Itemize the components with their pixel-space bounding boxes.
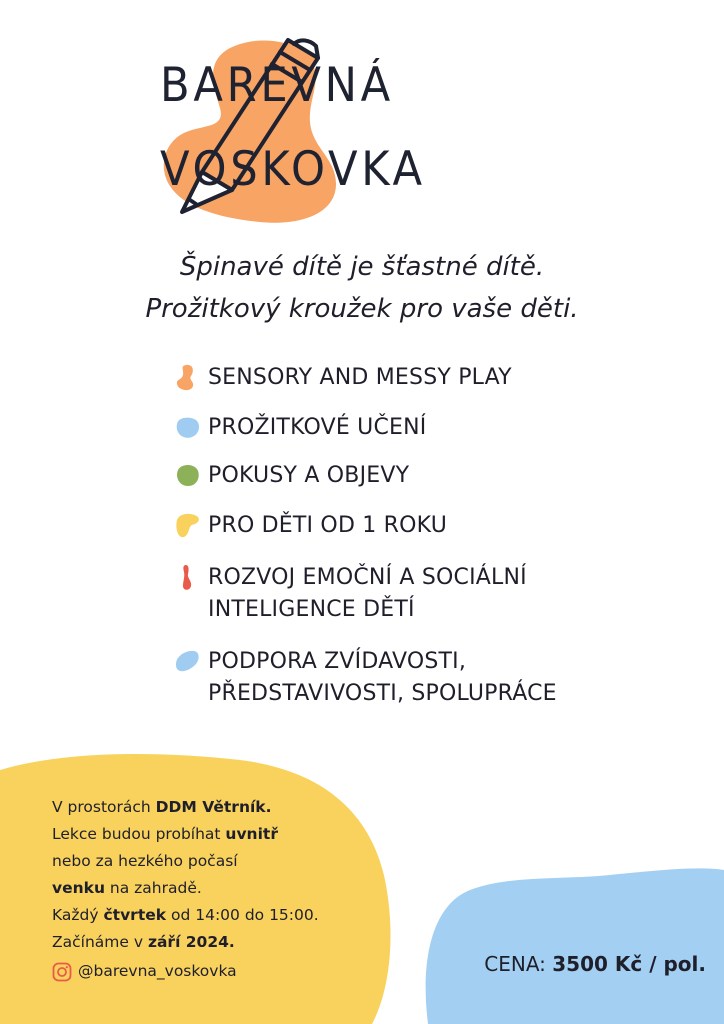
feature-text: PODPORA ZVÍDAVOSTI, PŘEDSTAVIVOSTI, SPOLUPRÁCE (208, 649, 557, 706)
blue-blob-icon (172, 412, 202, 442)
lightblue-blob-icon (172, 646, 202, 676)
price-value: 3500 Kč / pol. (552, 952, 706, 976)
info-line-garden: venku na zahradě. (52, 879, 202, 897)
yellow-blob-icon (172, 510, 202, 540)
feature-text: PRO DĚTI OD 1 ROKU (208, 513, 448, 538)
feature-item (172, 460, 409, 492)
info-line-inside: Lekce budou probíhat uvnitř (52, 825, 278, 843)
tagline-line1: Špinavé dítě je šťastné dítě. (179, 252, 545, 282)
info-line-location: V prostorách DDM Větrník. (52, 798, 272, 816)
feature-text: PROŽITKOVÉ UČENÍ (208, 415, 427, 440)
feature-text: ROZVOJ EMOČNÍ A SOCIÁLNÍ INTELIGENCE DĚTÍ (208, 565, 527, 622)
feature-item (172, 362, 512, 394)
info-block (52, 794, 382, 985)
feature-item (172, 646, 557, 710)
info-line-weather: nebo za hezkého počasí (52, 852, 238, 870)
brand-name-line1: BAREVNÁ (160, 58, 394, 113)
instagram-handle-text: @barevna_voskovka (78, 962, 237, 980)
price-label: CENA: (484, 952, 553, 976)
blue-background-blob (426, 868, 724, 1024)
location-name: DDM Větrník. (155, 798, 272, 816)
orange-blob-icon (172, 362, 202, 392)
price (484, 952, 706, 976)
instagram-icon (52, 962, 72, 982)
tagline-line2: Prožitkový kroužek pro vaše děti. (145, 294, 579, 324)
feature-item (172, 412, 426, 444)
feature-text: SENSORY AND MESSY PLAY (208, 365, 512, 390)
green-blob-icon (172, 460, 202, 490)
brand-name-line2: VOSKOVKA (160, 142, 426, 197)
info-line-start: Začínáme v září 2024. (52, 933, 235, 951)
feature-item (172, 562, 527, 626)
red-blob-icon (172, 562, 202, 592)
info-line-schedule: Každý čtvrtek od 14:00 do 15:00. (52, 906, 319, 924)
feature-item (172, 510, 447, 542)
instagram-handle[interactable] (52, 958, 382, 985)
feature-text: POKUSY A OBJEVY (208, 463, 410, 488)
